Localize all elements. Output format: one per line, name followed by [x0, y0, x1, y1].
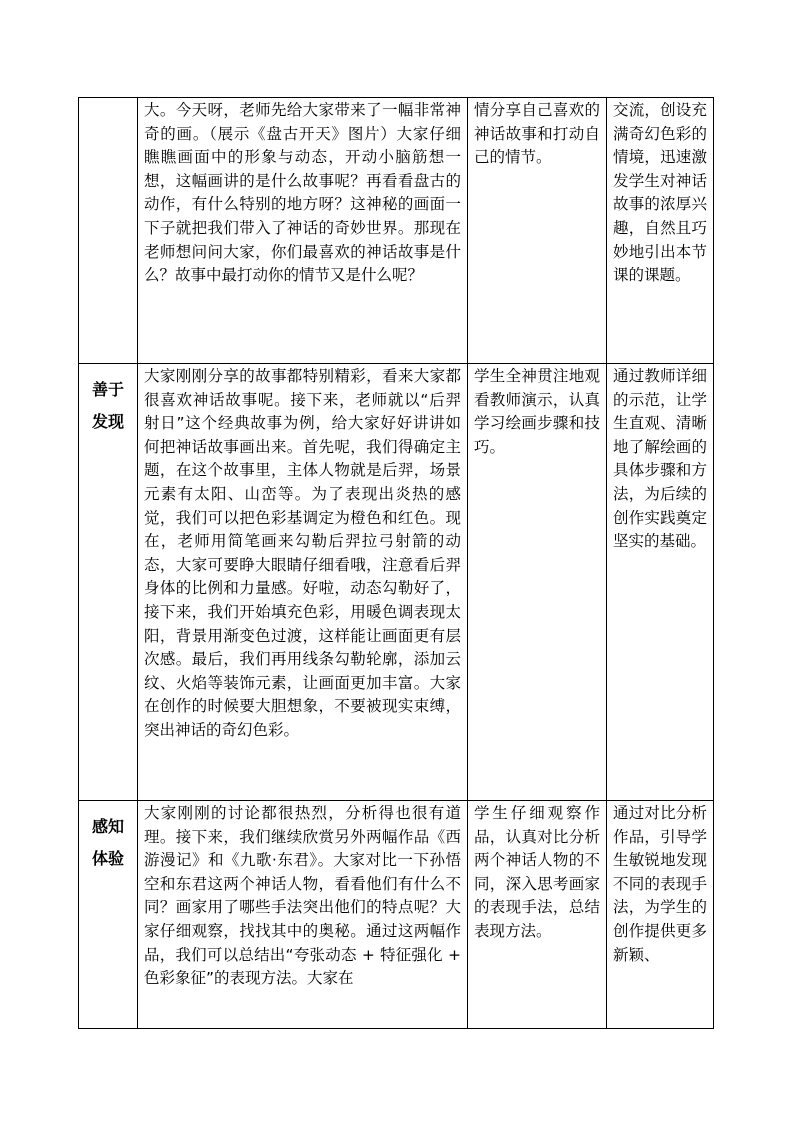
stage-cell [79, 801, 138, 1029]
table-row [79, 801, 714, 1029]
design-intent-cell: 通过对比分析作品，引导学生敏锐地发现不同的表现手法，为学生的创作提供更多新颖、 [607, 801, 714, 1029]
student-activity-cell: 学生全神贯注地观看教师演示，认真学习绘画步骤和技巧。 [468, 364, 607, 801]
stage-cell [79, 98, 138, 364]
teacher-activity-cell: 大家刚刚的讨论都很热烈，分析得也很有道理。接下来，我们继续欣赏另外两幅作品《西游漫记》和《九歌·东君》。大家对比一下孙悟空和东君这两个神话人物，看看他们有什么不同？画家用了哪些手法突出他们的特点呢？大家仔细观察，找找其中的奥秘。通过这两幅作品，我们可以总结出“夸张动态 + 特征强化 + 色彩象征”的表现方法。大家在 [138, 801, 468, 1029]
stage-label-line2: 体验 [91, 849, 124, 868]
student-activity-cell: 情分享自己喜欢的神话故事和打动自己的情节。 [468, 98, 607, 364]
teacher-activity-cell: 大家刚刚分享的故事都特别精彩，看来大家都很喜欢神话故事呢。接下来，老师就以“后羿射日”这个经典故事为例，给大家好好讲讲如何把神话故事画出来。首先呢，我们得确定主题，在这个故事里，主体人物就是后羿，场景元素有太阳、山峦等。为了表现出炎热的感觉，我们可以把色彩基调定为橙色和红色。现在，老师用简笔画来勾勒后羿拉弓射箭的动态，大家可要睁大眼睛仔细看哦，注意看后羿身体的比例和力量感。好啦，动态勾勒好了，接下来，我们开始填充色彩，用暖色调表现太阳，背景用渐变色过渡，这样能让画面更有层次感。最后，我们再用线条勾勒轮廓，添加云纹、火焰等装饰元素，让画面更加丰富。大家在创作的时候要大胆想象，不要被现实束缚，突出神话的奇幻色彩。 [138, 364, 468, 801]
lesson-plan-table [78, 97, 714, 1029]
design-intent-cell: 通过教师详细的示范，让学生直观、清晰地了解绘画的具体步骤和方法，为后续的创作实践奠定坚实的基础。 [607, 364, 714, 801]
stage-cell [79, 364, 138, 801]
stage-label-line2: 发现 [91, 412, 124, 431]
table-row [79, 364, 714, 801]
stage-label-line1: 善于 [91, 380, 124, 399]
table-row [79, 98, 714, 364]
stage-label-line1: 感知 [91, 817, 124, 836]
design-intent-cell: 交流，创设充满奇幻色彩的情境，迅速激发学生对神话故事的浓厚兴趣，自然且巧妙地引出本节课的课题。 [607, 98, 714, 364]
teacher-activity-cell: 大。今天呀，老师先给大家带来了一幅非常神奇的画。（展示《盘古开天》图片）大家仔细瞧瞧画面中的形象与动态，开动小脑筋想一想，这幅画讲的是什么故事呢？再看看盘古的动作，有什么特别的地方呀？这神秘的画面一下子就把我们带入了神话的奇妙世界。那现在老师想问问大家，你们最喜欢的神话故事是什么？故事中最打动你的情节又是什么呢？ [138, 98, 468, 364]
student-activity-cell: 学生仔细观察作品，认真对比分析两个神话人物的不同，深入思考画家的表现手法，总结表现方法。 [468, 801, 607, 1029]
